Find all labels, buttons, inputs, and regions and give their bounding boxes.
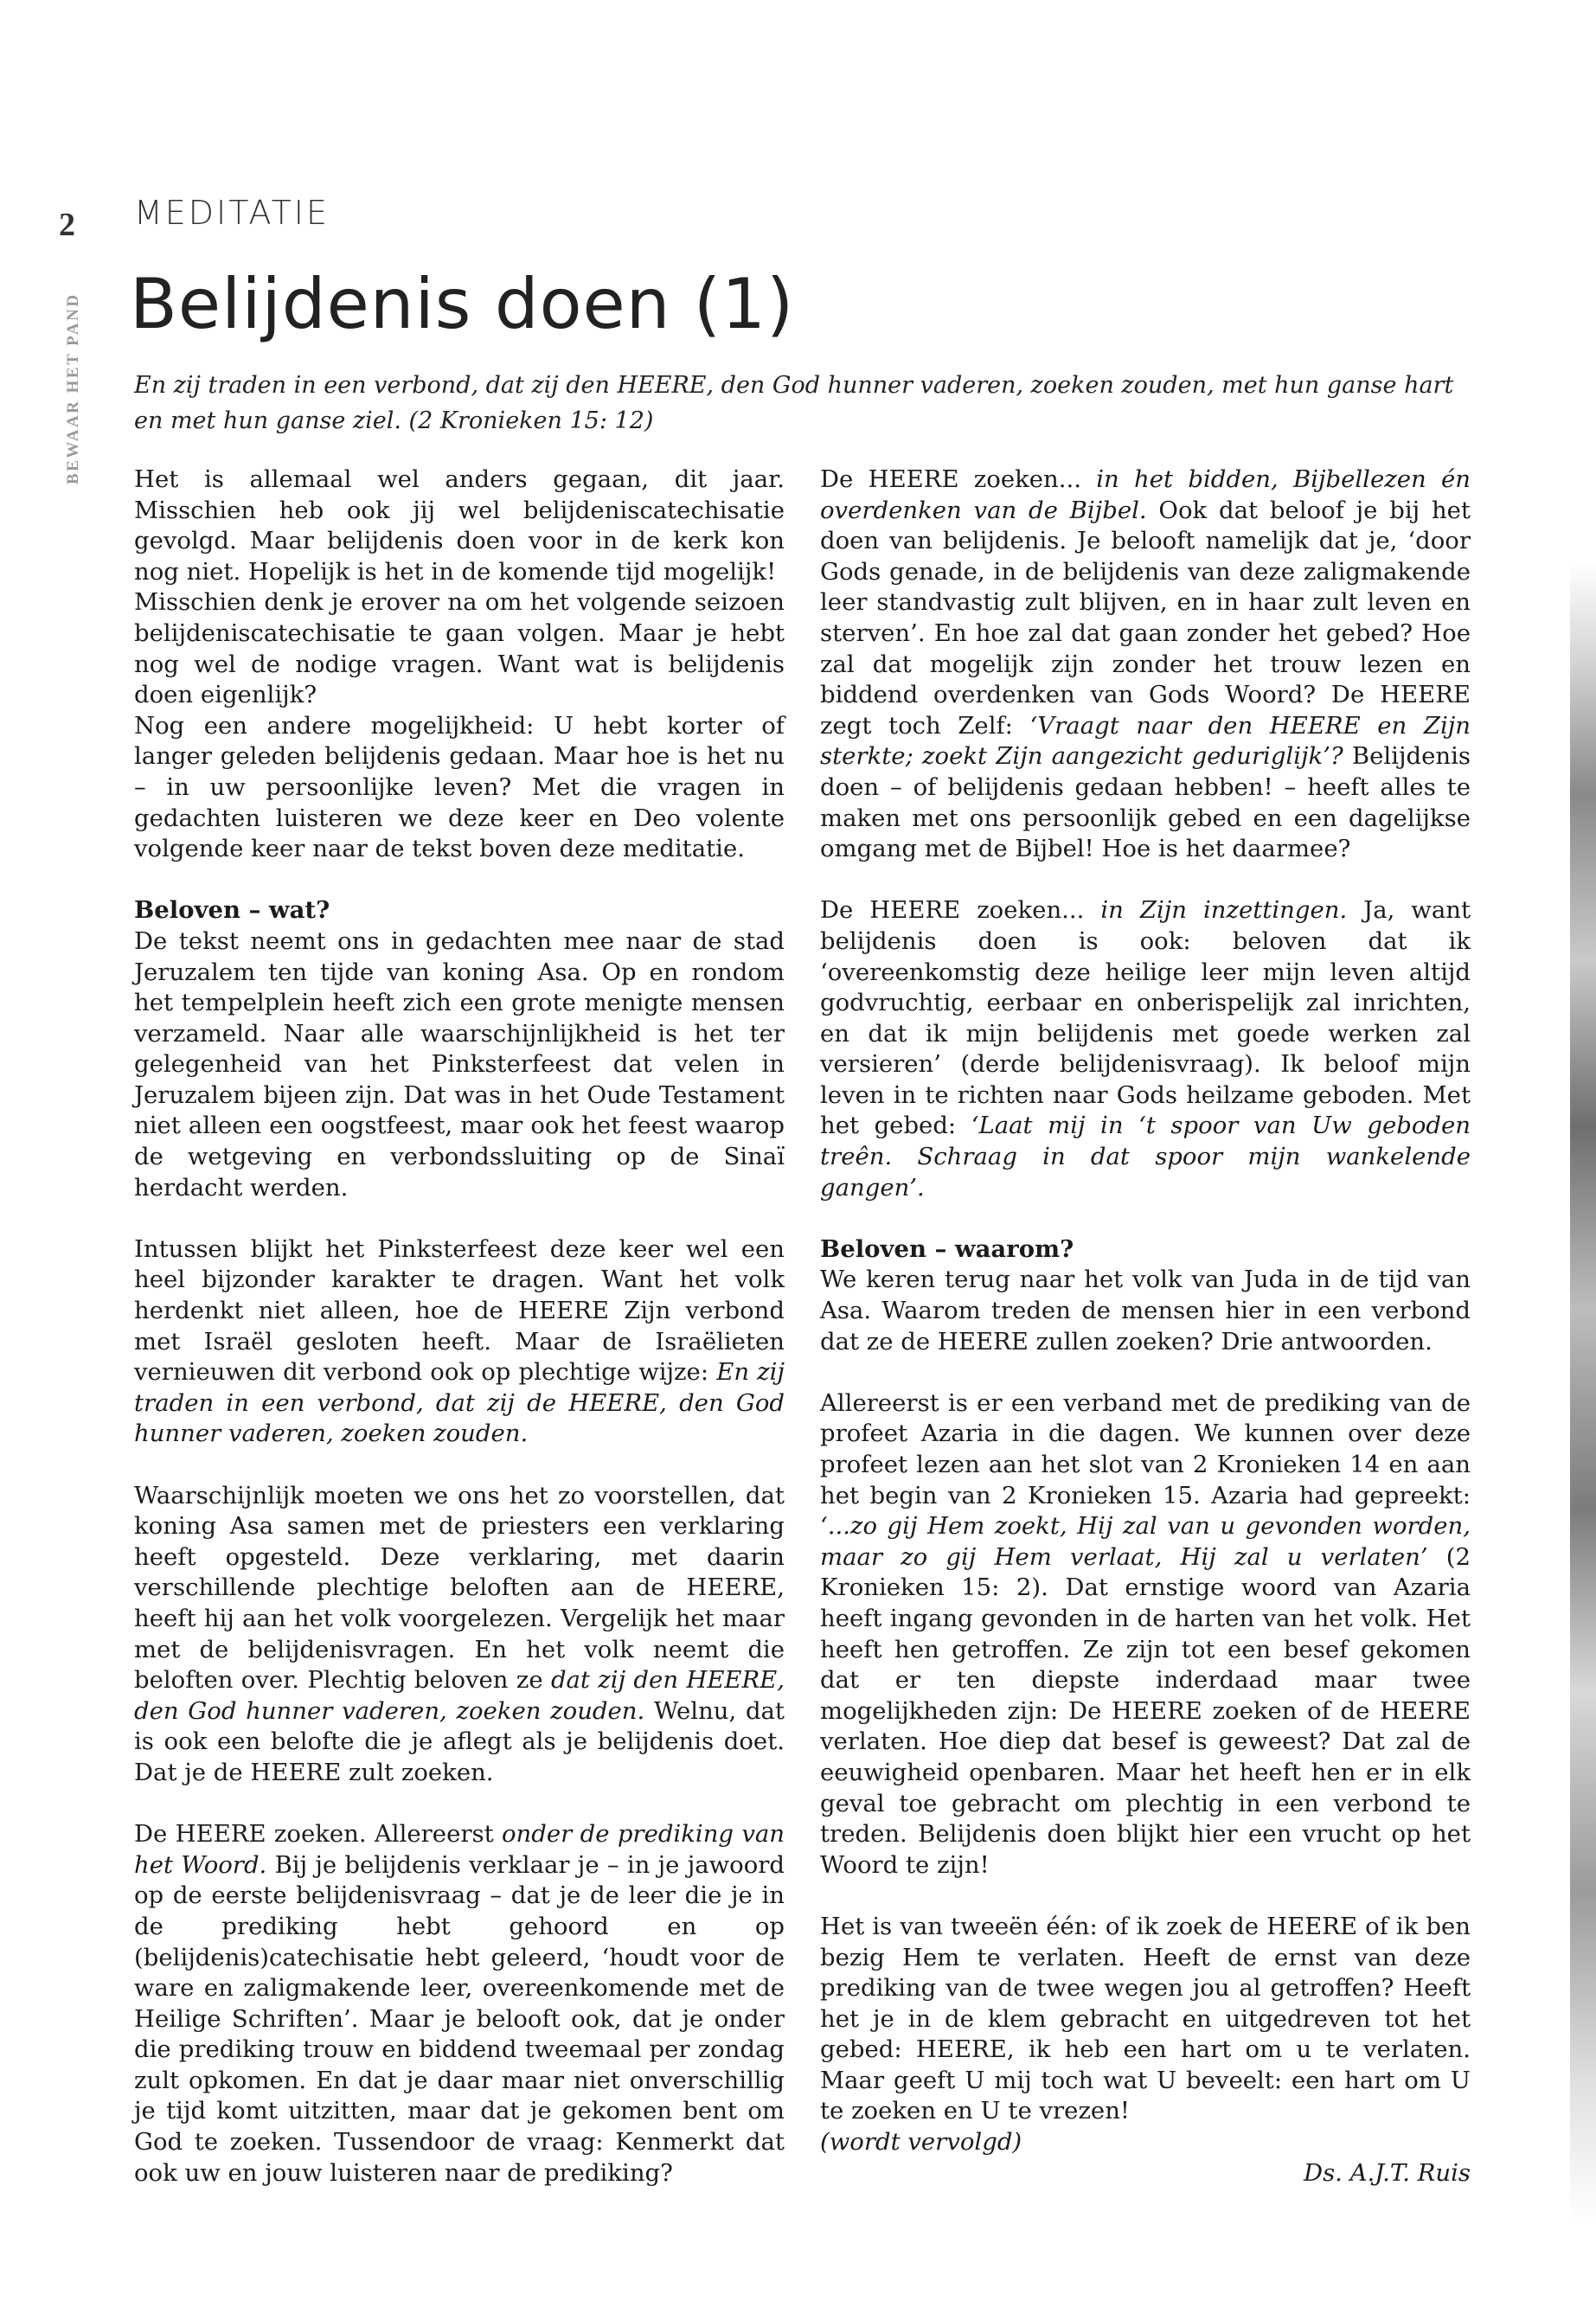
emphasis: in het bidden, Bijbellezen én overdenken van de Bijbel. [820, 465, 1471, 524]
paragraph: Het is allemaal wel anders gegaan, dit jaar. Misschien heb ook jij wel belijdeniscatechisatie gevolgd. Maar belijdenis doen voor in de kerk kon nog niet. Hopelijk is het in de komende tijd mogelijk! [134, 465, 785, 586]
paragraph: Misschien denk je erover na om het volgende seizoen belijdeniscatechisatie te gaan volgen. Maar je hebt nog wel de nodige vragen. Want wat is belijdenis doen eigenlijk? [134, 588, 785, 709]
epigraph-verse: En zij traden in een verbond, dat zij den HEERE, den God hunner vaderen, zoeken zouden, met hun ganse hart en met hun ganse ziel. (2 Kronieken 15: 12) [134, 372, 1454, 434]
subheading-beloven-waarom: Beloven – waarom? [820, 1234, 1074, 1263]
paragraph: We keren terug naar het volk van Juda in de tijd van Asa. Waarom treden de mensen hier in een verbond dat ze de HEERE zullen zoeken? Drie antwoorden. [820, 1266, 1471, 1356]
paragraph: De HEERE zoeken... in Zijn inzettingen. Ja, want belijdenis doen is ook: beloven dat ik ‘overeenkomstig deze heilige leer mijn leven altijd godvruchtig, eerbaar en onberispelijk zal inrichten, en dat ik mijn belijdenis met goede werken zal versieren’ (derde belijdenisvraag). Ik beloof mijn leven in te richten naar Gods heilzame geboden. Met het gebed: ‘Laat mij in ‘t spoor van Uw geboden treên. Schraag in dat spoor mijn wankelende gangen’. [820, 896, 1471, 1202]
left-column [134, 465, 785, 2189]
psalm-quote: ‘Laat mij in ‘t spoor van Uw geboden treên. Schraag in dat spoor mijn wankelende gangen’. [820, 1112, 1471, 1202]
emphasis: in Zijn inzettingen. [1100, 896, 1348, 925]
paragraph: Intussen blijkt het Pinksterfeest deze keer wel een heel bijzonder karakter te dragen. Want het volk herdenkt niet alleen, hoe de HEERE Zijn verbond met Israël gesloten heeft. Maar de Israëlieten vernieuwen dit verbond ook op plechtige wijze: En zij traden in een verbond, dat zij de HEERE, den God hunner vaderen, zoeken zouden. [134, 1234, 785, 1448]
paragraph: De tekst neemt ons in gedachten mee naar de stad Jeruzalem ten tijde van koning Asa. Op en rondom het tempelplein heeft zich een grote menigte mensen verzameld. Naar alle waarschijnlijkheid is het ter gelegenheid van het Pinksterfeest dat velen in Jeruzalem bijeen zijn. Dat was in het Oude Testament niet alleen een oogstfeest, maar ook het feest waarop de wetgeving en verbondssluiting op de Sinaï herdacht werden. [134, 926, 785, 1202]
emphasis: onder de prediking van het Woord. [134, 1820, 785, 1879]
paragraph: Nog een andere mogelijkheid: U hebt korter of langer geleden belijdenis gedaan. Maar hoe is het nu – in uw persoonlijke leven? Met die vragen in gedachten luisteren we deze keer en Deo volente volgende keer naar de tekst boven deze meditatie. [134, 711, 785, 863]
author-signature: Ds. A.J.T. Ruis [1304, 2158, 1471, 2187]
scripture-quote: ‘Vraagt naar den HEERE en Zijn sterkte; zoekt Zijn aangezicht geduriglijk’? [820, 711, 1471, 771]
page-number: 2 [59, 207, 75, 243]
paragraph: Waarschijnlijk moeten we ons het zo voorstellen, dat koning Asa samen met de priesters een verklaring heeft opgesteld. Deze verklaring, met daarin verschillende plechtige beloften aan de HEERE, heeft hij aan het volk voorgelezen. Vergelijk het maar met de belijdenisvragen. En het volk neemt die beloften over. Plechtig beloven ze dat zij den HEERE, den God hunner vaderen, zoeken zouden. Welnu, dat is ook een belofte die je aflegt als je belijdenis doet. Dat je de HEERE zult zoeken. [134, 1481, 785, 1786]
margin-photo-strip [1570, 562, 1596, 2223]
right-column [820, 465, 1471, 2189]
continued-note: (wordt vervolgd) [820, 2128, 1022, 2157]
scripture-quote: ‘...zo gij Hem zoekt, Hij zal van u gevonden worden, maar zo gij Hem verlaat, Hij zal u verlaten’ [820, 1512, 1471, 1571]
paragraph: Het is van tweeën één: of ik zoek de HEERE of ik ben bezig Hem te verlaten. Heeft de ernst van deze prediking van de twee wegen jou al getroffen? Heeft het je in de klem gebracht en uitgedreven tot het gebed: HEERE, ik heb een hart om u te verlaten. Maar geeft U mij toch wat U beveelt: een hart om U te zoeken en U te vrezen! [820, 1912, 1471, 2125]
paragraph: De HEERE zoeken. Allereerst onder de prediking van het Woord. Bij je belijdenis verklaar je – in je jawoord op de eerste belijdenisvraag – dat je de leer die je in de prediking hebt gehoord en op (belijdenis)catechisatie hebt geleerd, ‘houdt voor de ware en zaligmakende leer, overeenkomende met de Heilige Schriften’. Maar je belooft ook, dat je onder die prediking trouw en biddend tweemaal per zondag zult opkomen. En dat je daar maar niet onverschillig je tijd komt uitzitten, maar dat je gekomen bent om God te zoeken. Tussendoor de vraag: Kenmerkt dat ook uw en jouw luisteren naar de prediking? [134, 1820, 785, 2187]
magazine-side-label: BEWAAR HET PAND [64, 292, 82, 484]
section-label: MEDITATIE [134, 194, 330, 232]
scripture-quote: En zij traden in een verbond, dat zij de HEERE, den God hunner vaderen, zoeken zouden. [134, 1358, 785, 1448]
subheading-beloven-wat: Beloven – wat? [134, 896, 330, 925]
paragraph: Allereerst is er een verband met de prediking van de profeet Azaria in die dagen. We kunnen over deze profeet lezen aan het slot van 2 Kronieken 14 en aan het begin van 2 Kronieken 15. Azaria had gepreekt: ‘...zo gij Hem zoekt, Hij zal van u gevonden worden, maar zo gij Hem verlaat, Hij zal u verlaten’ (2 Kronieken 15: 2). Dat ernstige woord van Azaria heeft ingang gevonden in de harten van het volk. Het heeft hen getroffen. Ze zijn tot een besef gekomen dat er ten diepste inderdaad maar twee mogelijkheden zijn: De HEERE zoeken of de HEERE verlaten. Hoe diep dat besef is geweest? Dat zal de eeuwigheid openbaren. Maar het heeft hen er in elk geval toe gebracht om plechtig in een verbond te treden. Belijdenis doen blijkt hier een vrucht op het Woord te zijn! [820, 1388, 1471, 1879]
scripture-quote: dat zij den HEERE, den God hunner vaderen, zoeken zouden. [134, 1666, 785, 1725]
paragraph: De HEERE zoeken... in het bidden, Bijbellezen én overdenken van de Bijbel. Ook dat beloof je bij het doen van belijdenis. Je belooft namelijk dat je, ‘door Gods genade, in de belijdenis van deze zaligmakende leer standvastig zult blijven, en in haar zult leven en sterven’. En hoe zal dat gaan zonder het gebed? Hoe zal dat mogelijk zijn zonder het trouw lezen en biddend overdenken van Gods Woord? De HEERE zegt toch Zelf: ‘Vraagt naar den HEERE en Zijn sterkte; zoekt Zijn aangezicht geduriglijk’? Belijdenis doen – of belijdenis gedaan hebben! – heeft alles te maken met ons persoonlijk gebed en een dagelijkse omgang met de Bijbel! Hoe is het daarmee? [820, 465, 1471, 863]
article-title: Belijdenis doen (1) [130, 264, 795, 344]
